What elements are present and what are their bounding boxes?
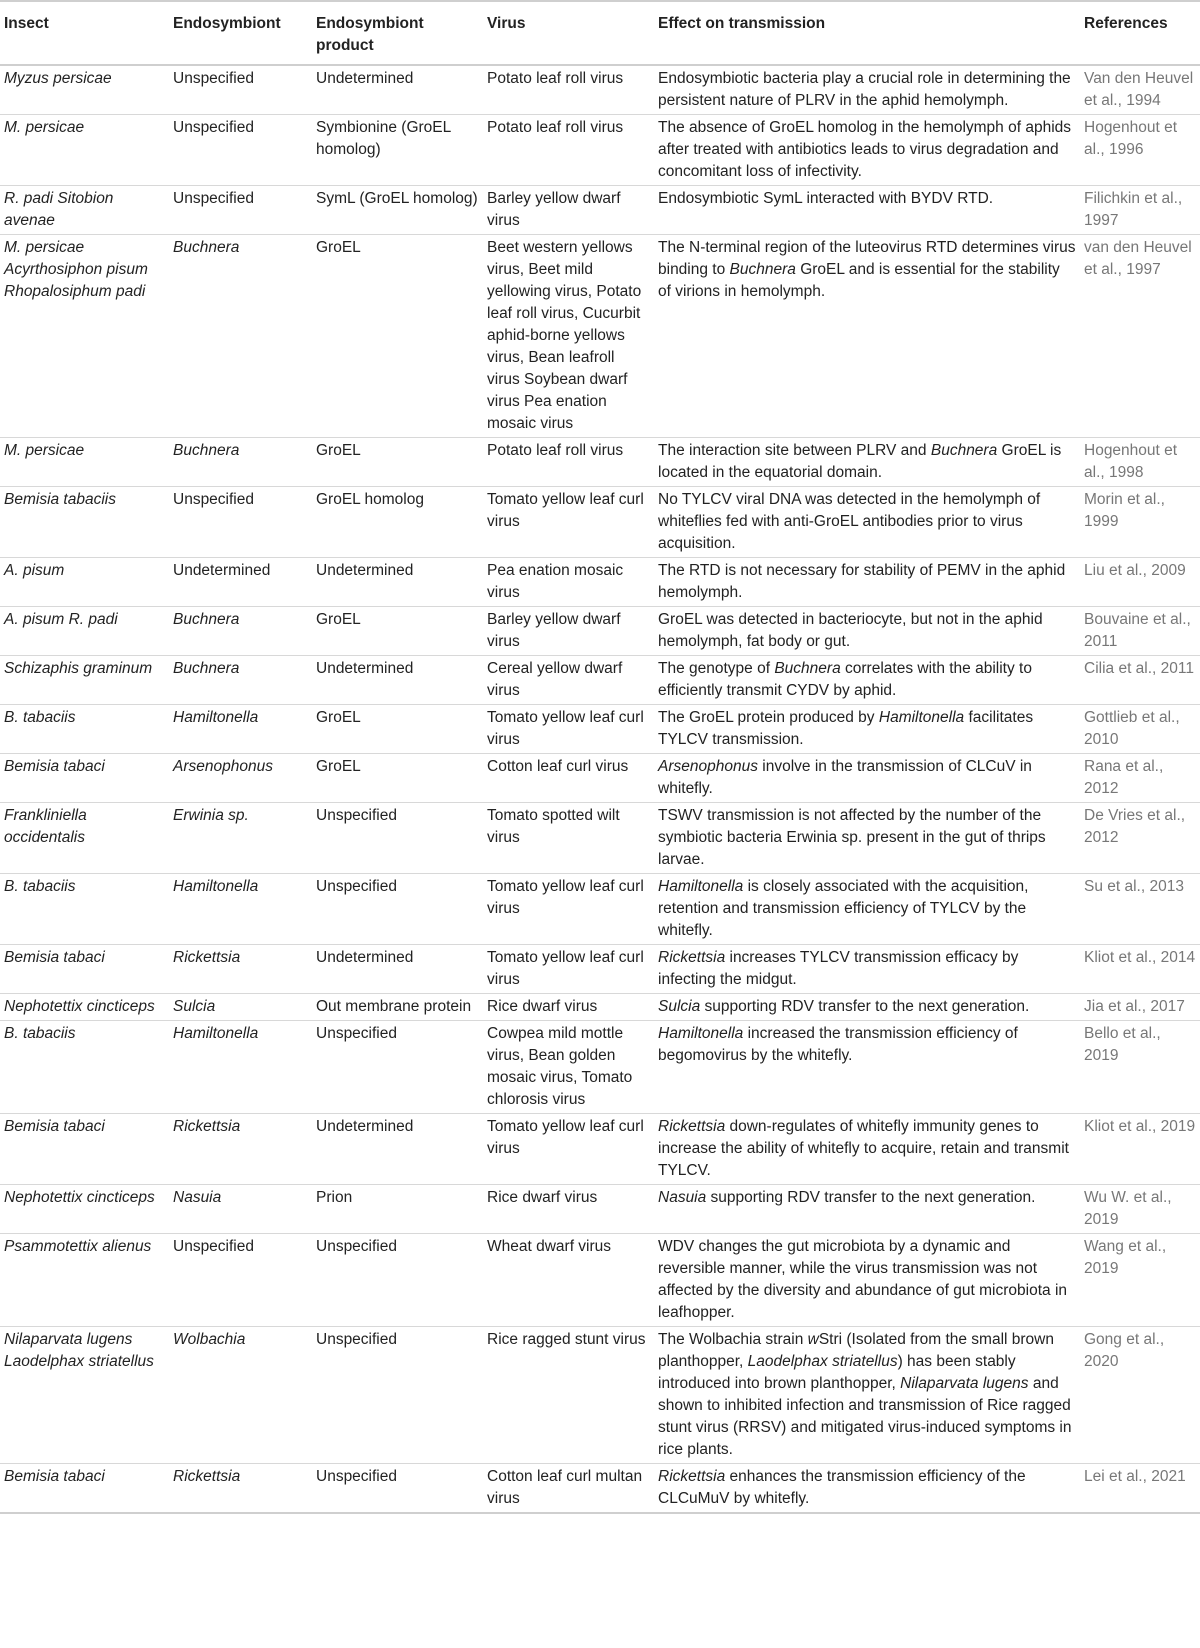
reference-cell: Jia et al., 2017 <box>1080 994 1200 1021</box>
reference-cell: Cilia et al., 2011 <box>1080 656 1200 705</box>
virus-cell: Cotton leaf curl multan virus <box>483 1464 654 1514</box>
effect-italic-text: Buchnera <box>774 660 841 677</box>
insect-cell: Schizaphis graminum <box>0 656 169 705</box>
effect-cell <box>654 874 1080 945</box>
virus-cell: Tomato yellow leaf curl virus <box>483 487 654 558</box>
table-row <box>0 558 1200 607</box>
effect-text: and shown to inhibited infection and transmission of Rice ragged stunt virus (RRSV) and mitigated virus-induced symptoms in rice plants. <box>658 1375 1072 1458</box>
reference-cell: Hogenhout et al., 1998 <box>1080 438 1200 487</box>
endosymbiont-product-cell: GroEL <box>312 705 483 754</box>
endosymbiont-product-cell: Unspecified <box>312 874 483 945</box>
endosymbiont-product-cell: Unspecified <box>312 1234 483 1327</box>
effect-text: supporting RDV transfer to the next generation. <box>706 1189 1036 1206</box>
effect-text: enhances the transmission efficiency of the CLCuMuV by whitefly. <box>658 1468 1026 1507</box>
effect-italic-text: Buchnera <box>930 442 998 459</box>
effect-text: The Wolbachia strain <box>658 1331 808 1348</box>
reference-cell: Su et al., 2013 <box>1080 874 1200 945</box>
reference-cell: Bello et al., 2019 <box>1080 1021 1200 1114</box>
effect-text: GroEL is located in the equatorial domain. <box>658 442 1062 481</box>
virus-cell: Cowpea mild mottle virus, Bean golden mosaic virus, Tomato chlorosis virus <box>483 1021 654 1114</box>
virus-cell: Potato leaf roll virus <box>483 438 654 487</box>
table-row <box>0 705 1200 754</box>
virus-cell: Pea enation mosaic virus <box>483 558 654 607</box>
effect-text: ) has been stably introduced into brown planthopper, <box>658 1353 1016 1392</box>
effect-text: GroEL was detected in bacteriocyte, but not in the aphid hemolymph, fat body or gut. <box>658 611 1043 650</box>
reference-cell: Lei et al., 2021 <box>1080 1464 1200 1514</box>
effect-cell <box>654 186 1080 235</box>
effect-text: The GroEL protein produced by <box>658 709 879 726</box>
virus-cell: Beet western yellows virus, Beet mild yellowing virus, Potato leaf roll virus, Cucurbit aphid-borne yellows virus, Bean leafroll virus Soybean dwarf virus Pea enation mosaic virus <box>483 235 654 438</box>
table-row <box>0 1114 1200 1185</box>
effect-cell <box>654 656 1080 705</box>
insect-cell: M. persicae Acyrthosiphon pisum Rhopalosiphum padi <box>0 235 169 438</box>
insect-cell: B. tabaciis <box>0 1021 169 1114</box>
table-row <box>0 1327 1200 1464</box>
effect-text: The RTD is not necessary for stability of PEMV in the aphid hemolymph. <box>658 562 1066 601</box>
endosymbiont-product-cell: Symbionine (GroEL homolog) <box>312 115 483 186</box>
insect-cell: Nephotettix cincticeps <box>0 1185 169 1234</box>
effect-text: WDV changes the gut microbiota by a dynamic and reversible manner, while the virus transmission was not affected by the diversity and abundance of gut microbiota in leafhopper. <box>658 1238 1068 1321</box>
virus-cell: Barley yellow dwarf virus <box>483 186 654 235</box>
table-row <box>0 438 1200 487</box>
virus-cell: Tomato yellow leaf curl virus <box>483 945 654 994</box>
effect-text: increased the transmission efficiency of begomovirus by the whitefly. <box>658 1025 1018 1064</box>
effect-cell <box>654 1327 1080 1464</box>
virus-cell: Cotton leaf curl virus <box>483 754 654 803</box>
endosymbiont-cell: Sulcia <box>169 994 312 1021</box>
effect-cell <box>654 754 1080 803</box>
insect-cell: Bemisia tabaciis <box>0 487 169 558</box>
effect-italic-text: Buchnera <box>729 261 796 278</box>
endosymbiont-cell: Arsenophonus <box>169 754 312 803</box>
effect-italic-text: Laodelphax striatellus <box>747 1353 898 1370</box>
effect-italic-text: w <box>807 1331 819 1348</box>
reference-cell: Morin et al., 1999 <box>1080 487 1200 558</box>
virus-cell: Potato leaf roll virus <box>483 115 654 186</box>
effect-cell <box>654 1185 1080 1234</box>
endosymbiont-cell: Undetermined <box>169 558 312 607</box>
effect-text: involve in the transmission of CLCuV in whitefly. <box>658 758 1032 797</box>
endosymbiont-product-cell: GroEL <box>312 754 483 803</box>
table-row <box>0 607 1200 656</box>
table-row <box>0 754 1200 803</box>
table-row <box>0 874 1200 945</box>
effect-cell <box>654 487 1080 558</box>
header-insect: Insect <box>0 1 169 65</box>
reference-cell: De Vries et al., 2012 <box>1080 803 1200 874</box>
effect-text: down-regulates of whitefly immunity genes to increase the ability of whitefly to acquire, retain and transmit TYLCV. <box>658 1118 1069 1179</box>
effect-cell <box>654 705 1080 754</box>
effect-text: Endosymbiotic bacteria play a crucial role in determining the persistent nature of PLRV in the aphid hemolymph. <box>658 70 1071 109</box>
endosymbiont-cell: Nasuia <box>169 1185 312 1234</box>
insect-cell: Bemisia tabaci <box>0 945 169 994</box>
effect-italic-text: Rickettsia <box>658 1468 726 1485</box>
virus-cell: Potato leaf roll virus <box>483 65 654 115</box>
virus-cell: Tomato spotted wilt virus <box>483 803 654 874</box>
reference-cell: Wu W. et al., 2019 <box>1080 1185 1200 1234</box>
endosymbiont-cell: Buchnera <box>169 438 312 487</box>
endosymbiont-cell: Buchnera <box>169 656 312 705</box>
endosymbiont-cell: Buchnera <box>169 607 312 656</box>
endosymbiont-product-cell: Undetermined <box>312 656 483 705</box>
table-body <box>0 65 1200 1513</box>
table-row <box>0 487 1200 558</box>
table-row <box>0 994 1200 1021</box>
effect-cell <box>654 115 1080 186</box>
table-row <box>0 1021 1200 1114</box>
effect-text: Stri (Isolated from the small brown planthopper, <box>658 1331 1054 1370</box>
effect-italic-text: Hamiltonella <box>658 878 744 895</box>
virus-cell: Rice dwarf virus <box>483 1185 654 1234</box>
insect-cell: Bemisia tabaci <box>0 754 169 803</box>
effect-text: Endosymbiotic SymL interacted with BYDV RTD. <box>658 190 994 207</box>
effect-cell <box>654 945 1080 994</box>
endosymbiont-cell: Rickettsia <box>169 1114 312 1185</box>
effect-text: increases TYLCV transmission efficacy by infecting the midgut. <box>658 949 1019 988</box>
effect-italic-text: Rickettsia <box>658 949 726 966</box>
endosymbiont-product-cell: Prion <box>312 1185 483 1234</box>
table-row <box>0 656 1200 705</box>
table-row <box>0 1464 1200 1514</box>
effect-text: The interaction site between PLRV and <box>658 442 931 459</box>
endosymbiont-product-cell: Unspecified <box>312 803 483 874</box>
effect-cell <box>654 235 1080 438</box>
table-row <box>0 186 1200 235</box>
endosymbiont-product-cell: Undetermined <box>312 1114 483 1185</box>
insect-cell: M. persicae <box>0 115 169 186</box>
insect-cell: R. padi Sitobion avenae <box>0 186 169 235</box>
effect-cell <box>654 1464 1080 1514</box>
endosymbiont-product-cell: GroEL homolog <box>312 487 483 558</box>
virus-cell: Wheat dwarf virus <box>483 1234 654 1327</box>
endosymbiont-product-cell: GroEL <box>312 235 483 438</box>
endosymbiont-cell: Erwinia sp. <box>169 803 312 874</box>
reference-cell: Rana et al., 2012 <box>1080 754 1200 803</box>
table-row <box>0 235 1200 438</box>
virus-cell: Cereal yellow dwarf virus <box>483 656 654 705</box>
endosymbiont-product-cell: Out membrane protein <box>312 994 483 1021</box>
effect-cell <box>654 1114 1080 1185</box>
virus-cell: Rice ragged stunt virus <box>483 1327 654 1464</box>
endosymbiont-cell: Buchnera <box>169 235 312 438</box>
insect-cell: A. pisum <box>0 558 169 607</box>
insect-cell: Nephotettix cincticeps <box>0 994 169 1021</box>
endosymbiont-cell: Rickettsia <box>169 1464 312 1514</box>
effect-text: facilitates TYLCV transmission. <box>658 709 1034 748</box>
endosymbiont-cell: Unspecified <box>169 186 312 235</box>
effect-cell <box>654 803 1080 874</box>
effect-text: TSWV transmission is not affected by the number of the symbiotic bacteria Erwinia sp. present in the gut of thrips larvae. <box>658 807 1046 868</box>
effect-italic-text: Hamiltonella <box>878 709 965 726</box>
effect-cell <box>654 1234 1080 1327</box>
reference-cell: Kliot et al., 2019 <box>1080 1114 1200 1185</box>
effect-text: supporting RDV transfer to the next generation. <box>700 998 1030 1015</box>
virus-cell: Tomato yellow leaf curl virus <box>483 1114 654 1185</box>
reference-cell: van den Heuvel et al., 1997 <box>1080 235 1200 438</box>
effect-italic-text: Nasuia <box>658 1189 707 1206</box>
effect-text: The N-terminal region of the luteovirus RTD determines virus binding to <box>658 239 1076 278</box>
effect-text: is closely associated with the acquisition, retention and transmission efficiency of TYLCV by the whitefly. <box>658 878 1029 939</box>
endosymbiont-cell: Unspecified <box>169 65 312 115</box>
endosymbiont-cell: Unspecified <box>169 115 312 186</box>
header-references: References <box>1080 1 1200 65</box>
endosymbiont-product-cell: Unspecified <box>312 1327 483 1464</box>
table-row <box>0 945 1200 994</box>
table-row <box>0 115 1200 186</box>
effect-cell <box>654 607 1080 656</box>
effect-italic-text: Arsenophonus <box>658 758 758 775</box>
header-endosymbiont: Endosymbiont <box>169 1 312 65</box>
reference-cell: Hogenhout et al., 1996 <box>1080 115 1200 186</box>
effect-text: The genotype of <box>658 660 775 677</box>
endosymbiont-product-cell: Undetermined <box>312 945 483 994</box>
effect-cell <box>654 65 1080 115</box>
reference-cell: Bouvaine et al., 2011 <box>1080 607 1200 656</box>
effect-italic-text: Nilaparvata lugens <box>900 1375 1029 1392</box>
table-header <box>0 1 1200 65</box>
table-row <box>0 1185 1200 1234</box>
header-row <box>0 1 1200 65</box>
reference-cell: Gong et al., 2020 <box>1080 1327 1200 1464</box>
endosymbiont-product-cell: Unspecified <box>312 1464 483 1514</box>
insect-cell: Bemisia tabaci <box>0 1114 169 1185</box>
effect-text: GroEL and is essential for the stability of virions in hemolymph. <box>658 261 1060 300</box>
endosymbiont-product-cell: Undetermined <box>312 558 483 607</box>
insect-cell: B. tabaciis <box>0 874 169 945</box>
reference-cell: Wang et al., 2019 <box>1080 1234 1200 1327</box>
endosymbiont-cell: Unspecified <box>169 1234 312 1327</box>
effect-cell <box>654 994 1080 1021</box>
insect-cell: Frankliniella occidentalis <box>0 803 169 874</box>
effect-cell <box>654 438 1080 487</box>
virus-cell: Tomato yellow leaf curl virus <box>483 874 654 945</box>
header-endosymbiont-product: Endosymbiont product <box>312 1 483 65</box>
table-row <box>0 803 1200 874</box>
effect-italic-text: Sulcia <box>658 998 701 1015</box>
insect-cell: M. persicae <box>0 438 169 487</box>
endosymbiont-product-cell: Unspecified <box>312 1021 483 1114</box>
insect-cell: Myzus persicae <box>0 65 169 115</box>
insect-cell: Bemisia tabaci <box>0 1464 169 1514</box>
endosymbiont-product-cell: Undetermined <box>312 65 483 115</box>
table-row <box>0 1234 1200 1327</box>
endosymbiont-product-cell: GroEL <box>312 438 483 487</box>
effect-cell <box>654 1021 1080 1114</box>
effect-text: No TYLCV viral DNA was detected in the hemolymph of whiteflies fed with anti-GroEL antibodies prior to virus acquisition. <box>658 491 1041 552</box>
insect-cell: A. pisum R. padi <box>0 607 169 656</box>
endosymbiont-cell: Hamiltonella <box>169 705 312 754</box>
insect-cell: Psammotettix alienus <box>0 1234 169 1327</box>
effect-cell <box>654 558 1080 607</box>
insect-cell: Nilaparvata lugens Laodelphax striatellus <box>0 1327 169 1464</box>
endosymbiont-cell: Unspecified <box>169 487 312 558</box>
reference-cell: Filichkin et al., 1997 <box>1080 186 1200 235</box>
header-virus: Virus <box>483 1 654 65</box>
table-row <box>0 65 1200 115</box>
effect-italic-text: Hamiltonella <box>658 1025 744 1042</box>
endosymbiont-product-cell: SymL (GroEL homolog) <box>312 186 483 235</box>
reference-cell: Gottlieb et al., 2010 <box>1080 705 1200 754</box>
reference-cell: Van den Heuvel et al., 1994 <box>1080 65 1200 115</box>
endosymbiont-cell: Wolbachia <box>169 1327 312 1464</box>
virus-cell: Rice dwarf virus <box>483 994 654 1021</box>
endosymbiont-cell: Hamiltonella <box>169 1021 312 1114</box>
effect-text: The absence of GroEL homolog in the hemolymph of aphids after treated with antibiotics leads to virus degradation and concomitant loss of infectivity. <box>658 119 1072 180</box>
endosymbiont-cell: Rickettsia <box>169 945 312 994</box>
virus-cell: Tomato yellow leaf curl virus <box>483 705 654 754</box>
reference-cell: Kliot et al., 2014 <box>1080 945 1200 994</box>
effect-text: correlates with the ability to efficiently transmit CYDV by aphid. <box>658 660 1032 699</box>
endosymbiont-product-cell: GroEL <box>312 607 483 656</box>
insect-cell: B. tabaciis <box>0 705 169 754</box>
header-effect-on-transmission: Effect on transmission <box>654 1 1080 65</box>
endosymbiont-cell: Hamiltonella <box>169 874 312 945</box>
virus-cell: Barley yellow dwarf virus <box>483 607 654 656</box>
reference-cell: Liu et al., 2009 <box>1080 558 1200 607</box>
effect-italic-text: Rickettsia <box>658 1118 726 1135</box>
